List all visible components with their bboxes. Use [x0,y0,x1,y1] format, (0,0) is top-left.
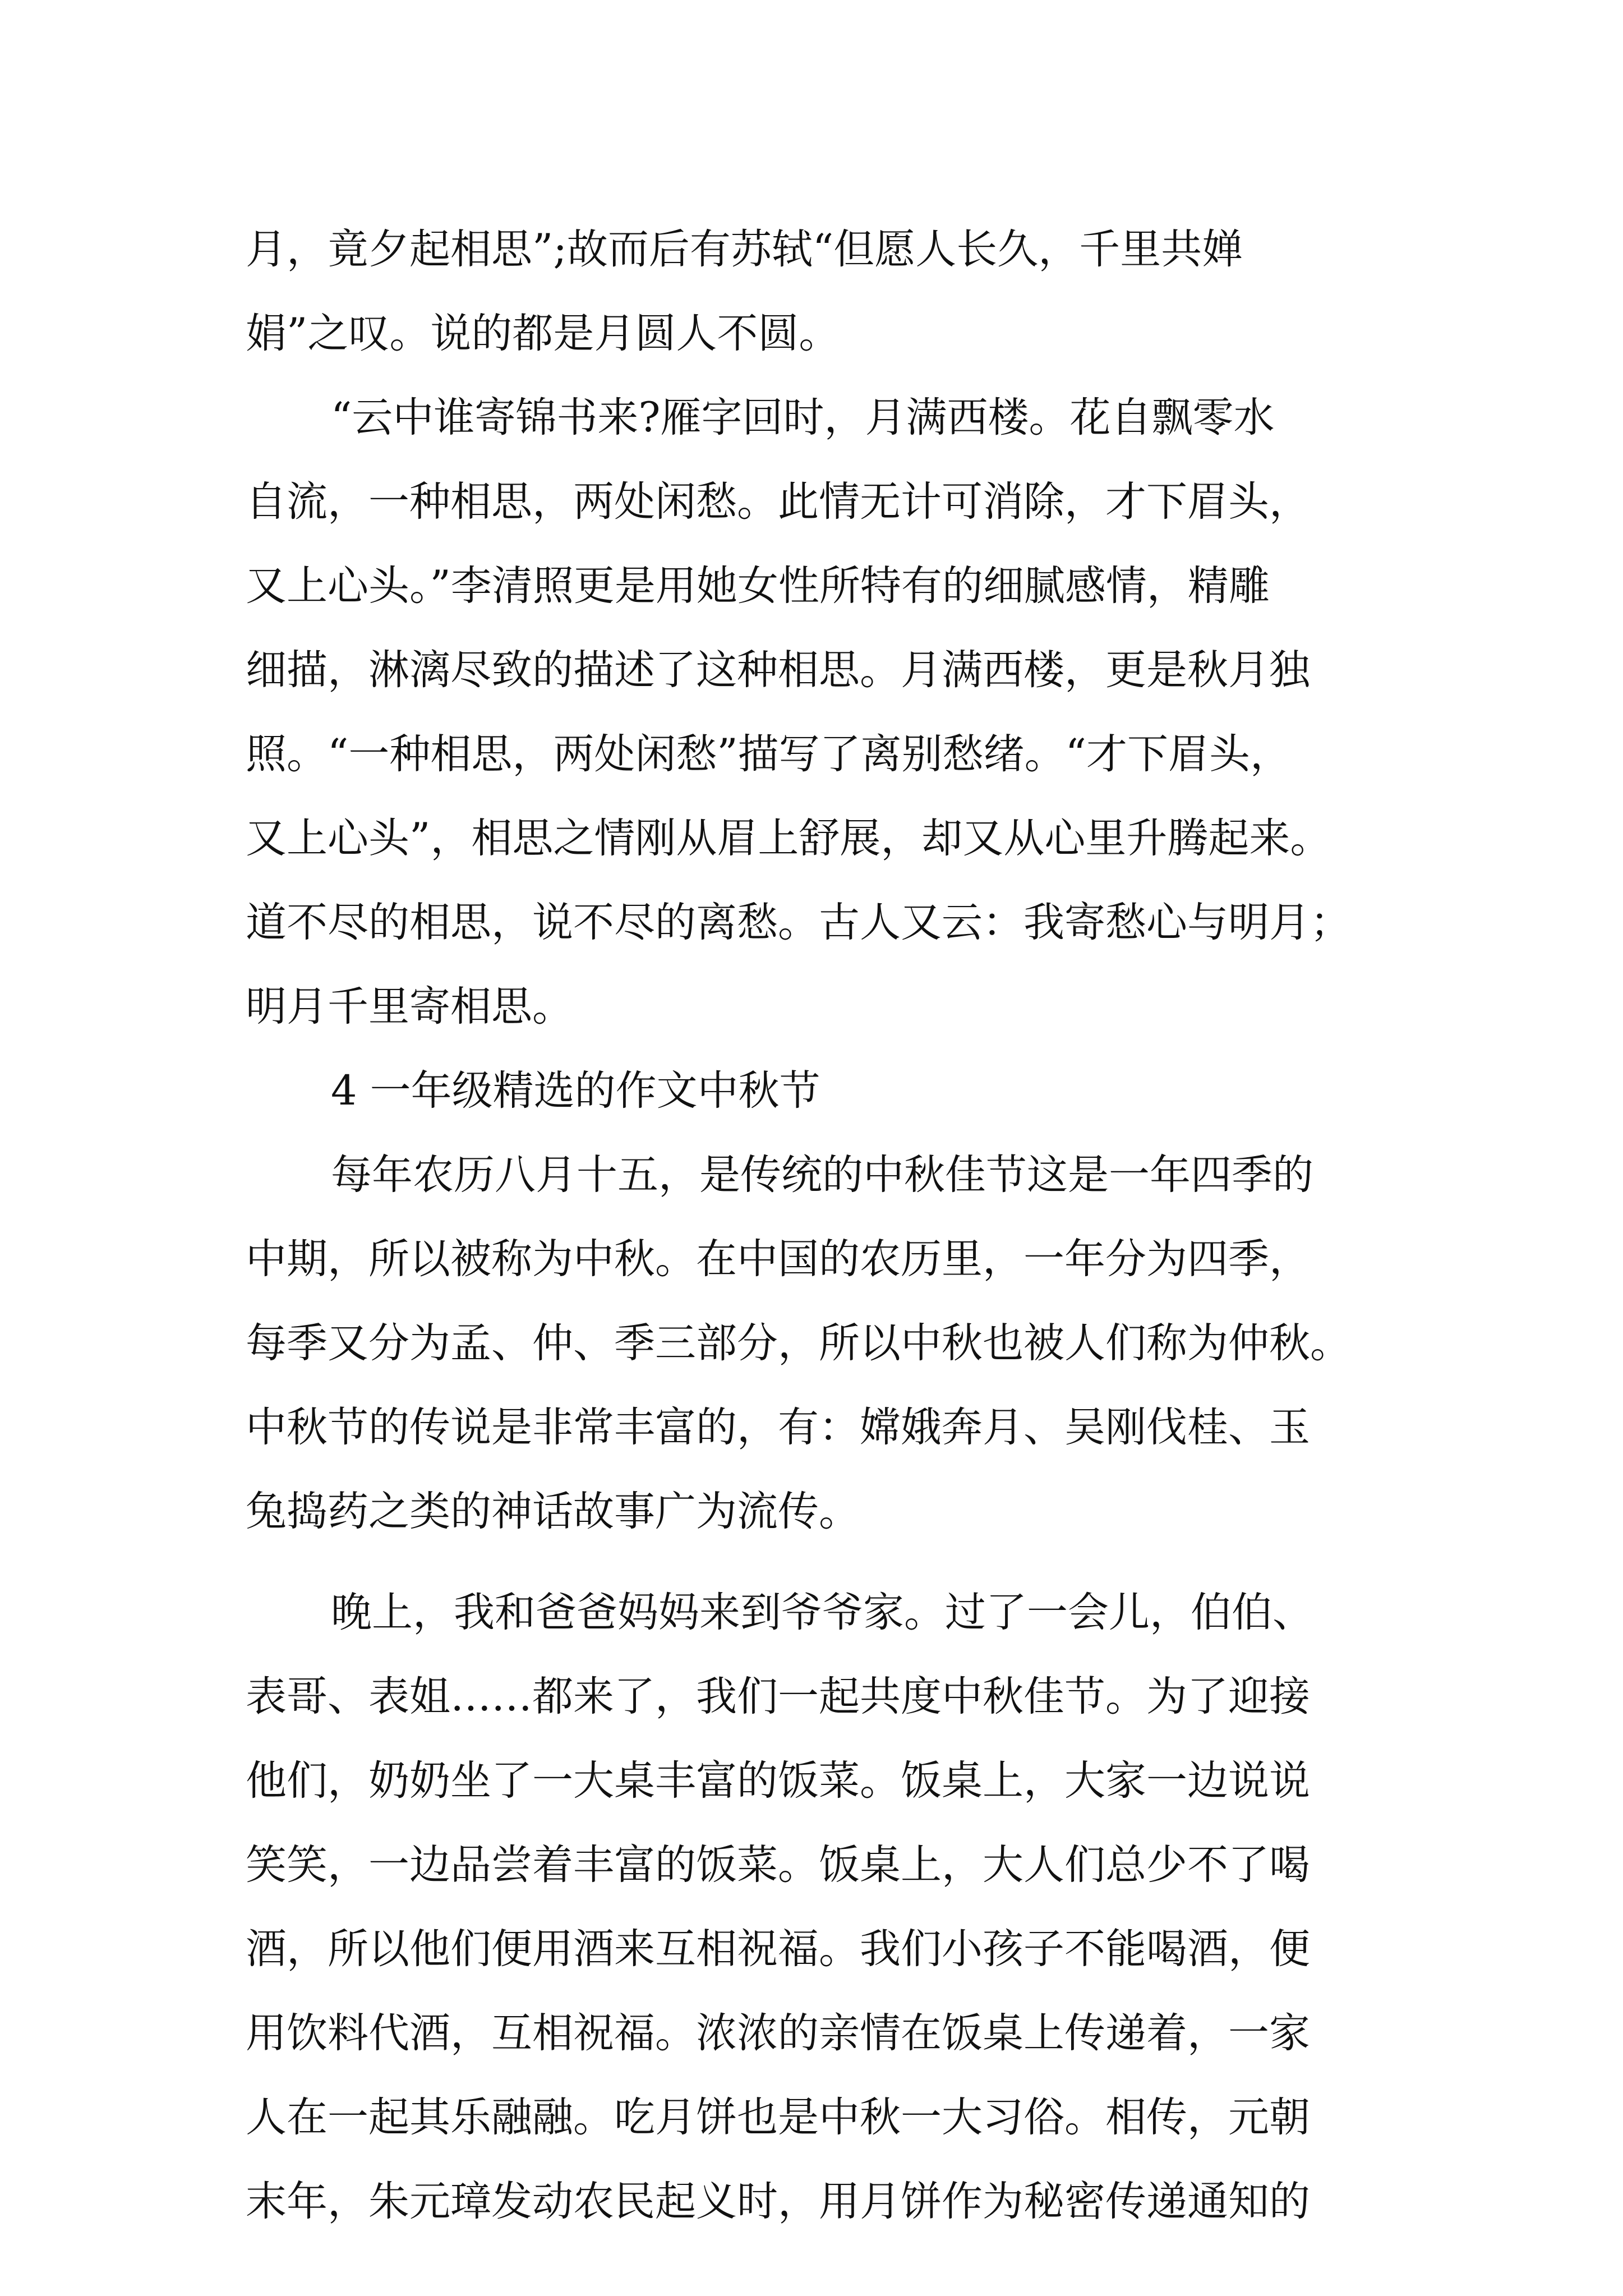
text-line: 人在一起其乐融融。吃月饼也是中秋一大习俗。相传，元朝 [246,2093,1310,2141]
section-heading: 4 一年级精选的作文中秋节 [331,1067,820,1115]
text-line: 每季又分为孟、仲、季三部分，所以中秋也被人们称为仲秋。 [246,1319,1351,1367]
text-line: 月，竟夕起相思”;故而后有苏轼“但愿人长久，千里共婵 [246,226,1243,273]
text-line: 末年，朱元璋发动农民起义时，用月饼作为秘密传递通知的 [246,2178,1310,2225]
text-line: 自流，一种相思，两处闲愁。此情无计可消除，才下眉头， [246,478,1310,526]
text-line: 他们，奶奶坐了一大桌丰富的饭菜。饭桌上，大家一边说说 [246,1757,1310,1805]
text-line: 表哥、表姐……都来了，我们一起共度中秋佳节。为了迎接 [246,1673,1310,1720]
text-line: 明月千里寄相思。 [246,983,573,1030]
text-line: 又上心头。”李清照更是用她女性所特有的细腻感情，精雕 [246,562,1270,610]
text-line: 每年农历八月十五，是传统的中秋佳节这是一年四季的 [331,1151,1313,1199]
text-line: 用饮料代酒，互相祝福。浓浓的亲情在饭桌上传递着，一家 [246,2009,1310,2057]
text-line: 娟”之叹。说的都是月圆人不圆。 [246,310,840,357]
text-line: 照。“一种相思，两处闲愁”描写了离别愁绪。“才下眉头， [246,730,1291,778]
text-line: 又上心头”，相思之情刚从眉上舒展，却又从心里升腾起来。 [246,815,1331,862]
text-line: 笑笑，一边品尝着丰富的饭菜。饭桌上，大人们总少不了喝 [246,1841,1310,1889]
text-line: 兔捣药之类的神话故事广为流传。 [246,1488,860,1535]
text-line: 道不尽的相思，说不尽的离愁。古人又云：我寄愁心与明月； [246,899,1351,946]
text-line: 细描，淋漓尽致的描述了这种相思。月满西楼，更是秋月独 [246,646,1310,694]
text-line: 酒，所以他们便用酒来互相祝福。我们小孩子不能喝酒，便 [246,1925,1310,1973]
text-line: 晚上，我和爸爸妈妈来到爷爷家。过了一会儿，伯伯、 [331,1589,1313,1636]
text-line: 中秋节的传说是非常丰富的，有：嫦娥奔月、吴刚伐桂、玉 [246,1404,1310,1451]
text-line: “云中谁寄锦书来?雁字回时，月满西楼。花自飘零水 [331,394,1275,441]
text-line: 中期，所以被称为中秋。在中国的农历里，一年分为四季， [246,1235,1310,1283]
